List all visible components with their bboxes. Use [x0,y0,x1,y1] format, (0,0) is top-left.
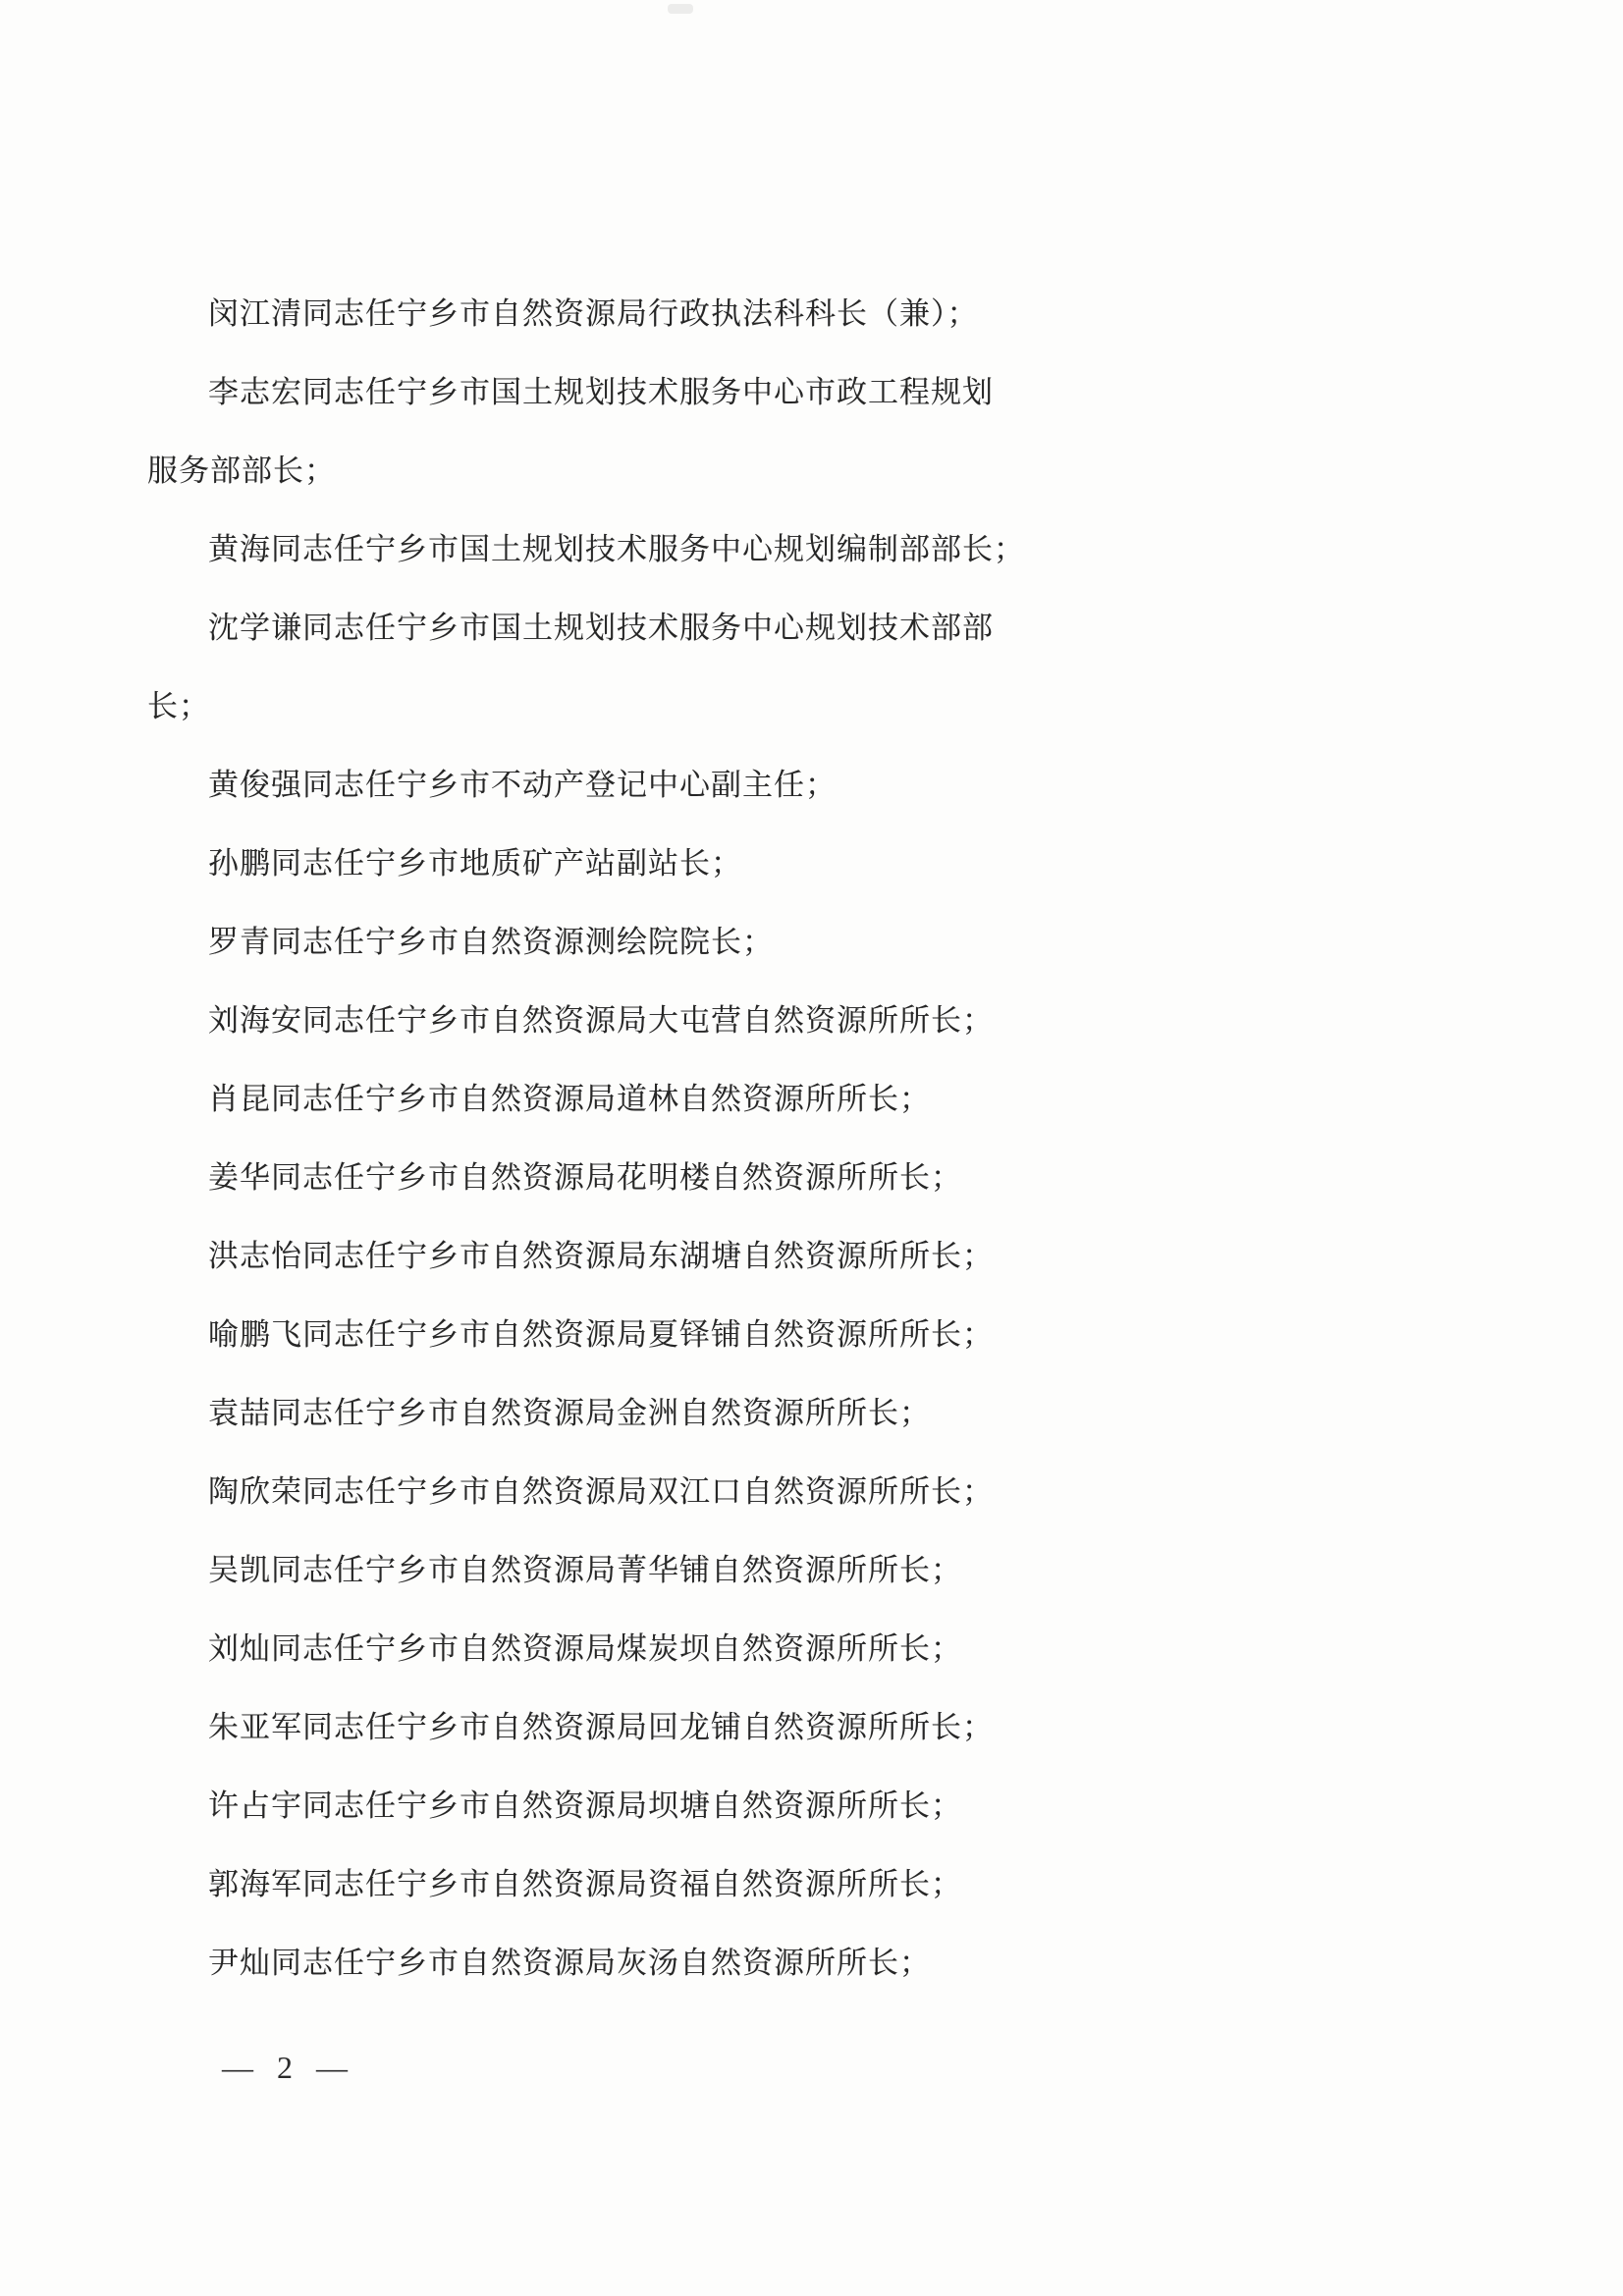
text-line: 沈学谦同志任宁乡市国土规划技术服务中心规划技术部部 [208,611,994,645]
text-line: 长； [147,689,210,723]
text-line: 刘海安同志任宁乡市自然资源局大屯营自然资源所所长； [208,1003,994,1038]
text-line: 喻鹏飞同志任宁乡市自然资源局夏铎铺自然资源所所长； [208,1317,994,1352]
text-line: 黄海同志任宁乡市国土规划技术服务中心规划编制部部长； [208,532,1025,566]
text-line: 孙鹏同志任宁乡市地质矿产站副站长； [208,846,742,881]
text-line: 李志宏同志任宁乡市国土规划技术服务中心市政工程规划 [208,375,994,409]
text-line: 黄俊强同志任宁乡市不动产登记中心副主任； [208,768,837,802]
text-line: 洪志怡同志任宁乡市自然资源局东湖塘自然资源所所长； [208,1239,994,1273]
text-line: 陶欣荣同志任宁乡市自然资源局双江口自然资源所所长； [208,1474,994,1509]
text-line: 闵江清同志任宁乡市自然资源局行政执法科科长（兼）； [208,296,979,331]
text-line: 姜华同志任宁乡市自然资源局花明楼自然资源所所长； [208,1160,962,1195]
text-line: 服务部部长； [147,454,336,488]
text-line: 吴凯同志任宁乡市自然资源局菁华铺自然资源所所长； [208,1553,962,1587]
scan-noise-mark [668,4,693,14]
text-line: 袁喆同志任宁乡市自然资源局金洲自然资源所所长； [208,1396,931,1430]
text-line: 朱亚军同志任宁乡市自然资源局回龙铺自然资源所所长； [208,1710,994,1744]
text-line: 刘灿同志任宁乡市自然资源局煤炭坝自然资源所所长； [208,1631,962,1666]
text-line: 许占宇同志任宁乡市自然资源局坝塘自然资源所所长； [208,1789,962,1823]
text-line: 肖昆同志任宁乡市自然资源局道林自然资源所所长； [208,1082,931,1116]
text-line: 罗青同志任宁乡市自然资源测绘院院长； [208,925,774,959]
page-number: — 2 — [222,2050,355,2085]
text-line: 尹灿同志任宁乡市自然资源局灰汤自然资源所所长； [208,1946,931,1980]
document-text-block [147,275,1031,2002]
text-line: 郭海军同志任宁乡市自然资源局资福自然资源所所长； [208,1867,962,1901]
